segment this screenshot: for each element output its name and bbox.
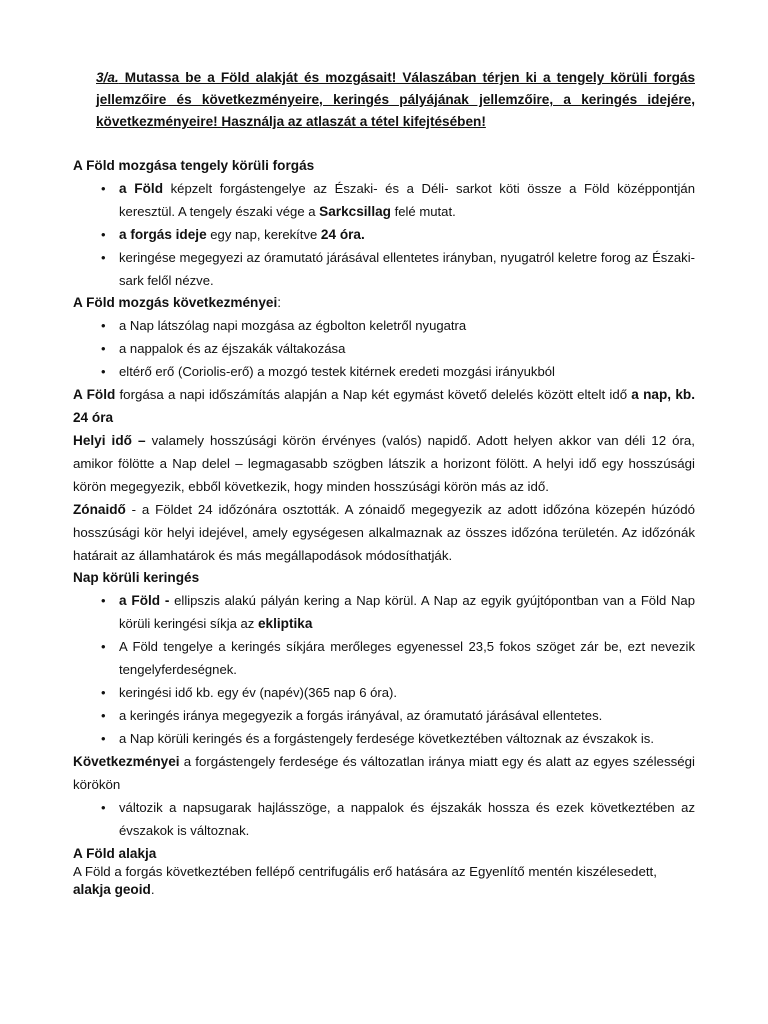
orbit-consequences-paragraph: Következményei a forgástengely ferdesége és változatlan iránya miatt egy és alatt az egyes szélességi körökön (73, 754, 695, 792)
list-item: • eltérő erő (Coriolis-erő) a mozgó testek kitérnek eredeti mozgási irányukból (119, 360, 695, 383)
consequences-heading: A Föld mozgás következményei: (73, 295, 281, 310)
rotation-heading: A Föld mozgása tengely körüli forgás (73, 158, 315, 173)
list-item: • a Föld képzelt forgástengelye az Északi- és a Déli- sarkot köti össze a Föld középpontján keresztül. A tengely északi vége a Sarkcsillag felé mutat. (119, 177, 695, 223)
consequences-list (73, 314, 695, 383)
zone-time-paragraph: Zónaidő - a Földet 24 időzónára osztották. A zónaidő megegyezik az adott időzóna közepén húzódó hosszúsági kör helyi idejével, amely egységesen alkalmaznak az összes időzóna területén. Az időzónák határait az államhatárok és más megállapodások módosíthatják. (73, 502, 695, 563)
list-item: • a Nap körüli keringés és a forgástengely ferdesége következtében változnak az évszakok is. (119, 727, 695, 750)
local-time-paragraph: Helyi idő – valamely hosszúsági körön érvényes (valós) napidő. Adott helyen akkor van déli 12 óra, amikor fölötte a Nap delel – legmagasabb szögben látszik a horizont fölött. A helyi idő egy hosszúsági körön megegyezik, ebből következik, hogy minden hosszúsági körön más az idő. (73, 433, 695, 494)
orbit-heading: Nap körüli keringés (73, 570, 200, 585)
list-item: • a keringés iránya megegyezik a forgás irányával, az óramutató járásával ellentetes. (119, 704, 695, 727)
list-item: • változik a napsugarak hajlásszöge, a nappalok és éjszakák hossza és ezek következtében az évszakok is változnak. (119, 796, 695, 842)
shape-heading: A Föld alakja (73, 846, 157, 861)
list-item: • keringési idő kb. egy év (napév)(365 nap 6 óra). (119, 681, 695, 704)
list-item: • a Föld - ellipszis alakú pályán kering a Nap körül. A Nap az egyik gyújtópontban van a Föld Nap körüli keringési síkja az ekliptika (119, 589, 695, 635)
orbit-list (73, 589, 695, 750)
shape-paragraph: A Föld a forgás következtében fellépő centrifugális erő hatására az Egyenlítő mentén kiszélesedett, alakja geoid. (73, 864, 657, 897)
list-item: • keringése megegyezi az óramutató járásával ellentetes irányban, nyugatról keletre forog az Északi-sark felől nézve. (119, 246, 695, 292)
list-item: • A Föld tengelye a keringés síkjára merőleges egyenessel 23,5 fokos szöget zár be, ezt nevezik tengelyferdeségnek. (119, 635, 695, 681)
list-item: • a Nap látszólag napi mozgása az égbolton keletről nyugatra (119, 314, 695, 337)
list-item: • a forgás ideje egy nap, kerekítve 24 óra. (119, 223, 695, 246)
question-text: Mutassa be a Föld alakját és mozgásait! Válaszában térjen ki a tengely körüli forgás jellemzőire és következményeire, keringés pályájának jellemzőire, a keringés idejére, következményeire! Használja az atlaszát a tétel kifejtésében! (96, 70, 695, 129)
question-title (96, 67, 695, 133)
list-item: • a nappalok és az éjszakák váltakozása (119, 337, 695, 360)
rotation-list (73, 177, 695, 292)
orbit-consequences-list (73, 796, 695, 842)
question-number: 3/a. (96, 70, 119, 85)
time-paragraph: A Föld forgása a napi időszámítás alapján a Nap két egymást követő delelés között eltelt idő a nap, kb. 24 óra (73, 387, 695, 425)
